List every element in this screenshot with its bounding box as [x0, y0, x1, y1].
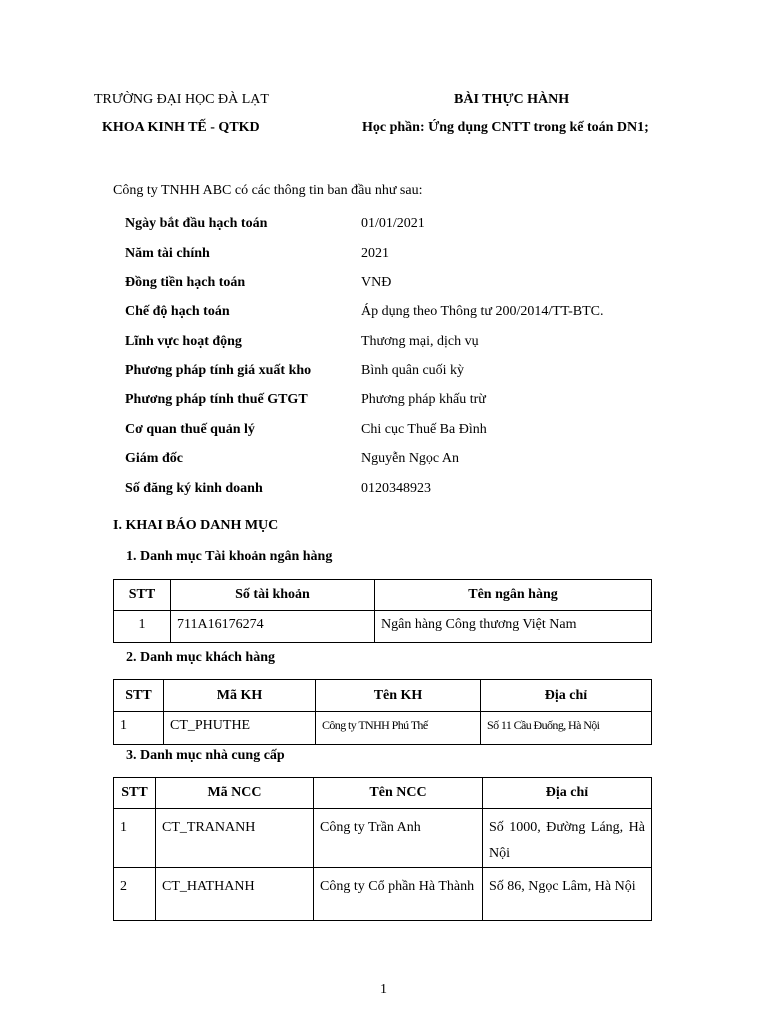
- info-row-vat-method: [125, 392, 685, 412]
- table-header-row: [114, 778, 652, 809]
- document-title: BÀI THỰC HÀNH: [454, 92, 570, 107]
- info-label: Ngày bắt đầu hạch toán: [125, 216, 268, 231]
- customer-list-title: 2. Danh mục khách hàng: [126, 650, 275, 665]
- info-row-inventory-method: [125, 363, 685, 383]
- table-row: [114, 809, 652, 868]
- info-row-director: [125, 451, 685, 471]
- info-row-business-field: [125, 334, 685, 354]
- info-value: Áp dụng theo Thông tư 200/2014/TT-BTC.: [361, 304, 604, 319]
- table-cell: Số 86, Ngọc Lâm, Hà Nội: [483, 868, 652, 921]
- page-number: 1: [380, 982, 387, 997]
- table-header-row: [114, 580, 652, 611]
- column-header: Tên NCC: [314, 778, 483, 809]
- info-value: Nguyễn Ngọc An: [361, 451, 459, 466]
- table-cell: Công ty TNHH Phú Thế: [316, 712, 481, 745]
- info-label: Năm tài chính: [125, 246, 210, 261]
- university-name: TRƯỜNG ĐẠI HỌC ĐÀ LẠT: [94, 92, 269, 107]
- suppliers-table: [113, 777, 652, 921]
- table-cell: Ngân hàng Công thương Việt Nam: [375, 611, 652, 643]
- bank-list-title: 1. Danh mục Tài khoản ngân hàng: [126, 549, 333, 564]
- info-label: Số đăng ký kinh doanh: [125, 481, 263, 496]
- table-cell: Công ty Cổ phần Hà Thành: [314, 868, 483, 921]
- table-row: [114, 868, 652, 921]
- info-value: 01/01/2021: [361, 216, 425, 231]
- info-label: Giám đốc: [125, 451, 183, 466]
- info-row-currency: [125, 275, 685, 295]
- table-cell: 1: [114, 712, 164, 745]
- info-value: Bình quân cuối kỳ: [361, 363, 465, 378]
- table-cell: 1: [114, 809, 156, 868]
- column-header: Tên KH: [316, 680, 481, 712]
- table-cell: CT_HATHANH: [156, 868, 314, 921]
- info-value: 2021: [361, 246, 389, 261]
- supplier-list-title: 3. Danh mục nhà cung cấp: [126, 748, 285, 763]
- info-value: Chi cục Thuế Ba Đình: [361, 422, 487, 437]
- info-row-business-registration: [125, 481, 685, 501]
- column-header: Tên ngân hàng: [375, 580, 652, 611]
- table-cell: 711A16176274: [171, 611, 375, 643]
- column-header: Địa chỉ: [481, 680, 652, 712]
- column-header: Mã NCC: [156, 778, 314, 809]
- bank-accounts-table: [113, 579, 652, 643]
- faculty-name: KHOA KINH TẾ - QTKD: [102, 120, 260, 135]
- table-cell: Số 11 Cầu Đuống, Hà Nội: [481, 712, 652, 745]
- table-cell: 1: [114, 611, 171, 643]
- table-cell: CT_TRANANH: [156, 809, 314, 868]
- info-label: Chế độ hạch toán: [125, 304, 230, 319]
- customers-table: [113, 679, 652, 745]
- table-row: [114, 712, 652, 745]
- info-label: Phương pháp tính giá xuất kho: [125, 363, 312, 378]
- info-value: 0120348923: [361, 481, 431, 496]
- info-value: Phương pháp khấu trừ: [361, 392, 486, 407]
- table-cell: Số 1000, Đường Láng, Hà Nội: [483, 809, 652, 868]
- info-label: Lĩnh vực hoạt động: [125, 334, 242, 349]
- section-title: I. KHAI BÁO DANH MỤC: [113, 518, 279, 533]
- info-row-fiscal-year: [125, 246, 685, 266]
- info-label: Phương pháp tính thuế GTGT: [125, 392, 308, 407]
- info-row-accounting-regime: [125, 304, 685, 324]
- intro-text: Công ty TNHH ABC có các thông tin ban đầu như sau:: [113, 183, 423, 198]
- table-row: [114, 611, 652, 643]
- info-row-start-date: [125, 216, 685, 236]
- column-header: STT: [114, 778, 156, 809]
- info-value: VNĐ: [361, 275, 392, 290]
- info-row-tax-office: [125, 422, 685, 442]
- table-header-row: [114, 680, 652, 712]
- column-header: STT: [114, 680, 164, 712]
- course-name: Học phần: Ứng dụng CNTT trong kế toán DN1;: [362, 120, 649, 135]
- table-cell: CT_PHUTHE: [164, 712, 316, 745]
- column-header: Địa chỉ: [483, 778, 652, 809]
- info-label: Đồng tiền hạch toán: [125, 275, 246, 290]
- info-value: Thương mại, dịch vụ: [361, 334, 479, 349]
- table-cell: Công ty Trần Anh: [314, 809, 483, 868]
- column-header: Mã KH: [164, 680, 316, 712]
- column-header: STT: [114, 580, 171, 611]
- info-label: Cơ quan thuế quản lý: [125, 422, 255, 437]
- table-cell: 2: [114, 868, 156, 921]
- column-header: Số tài khoản: [171, 580, 375, 611]
